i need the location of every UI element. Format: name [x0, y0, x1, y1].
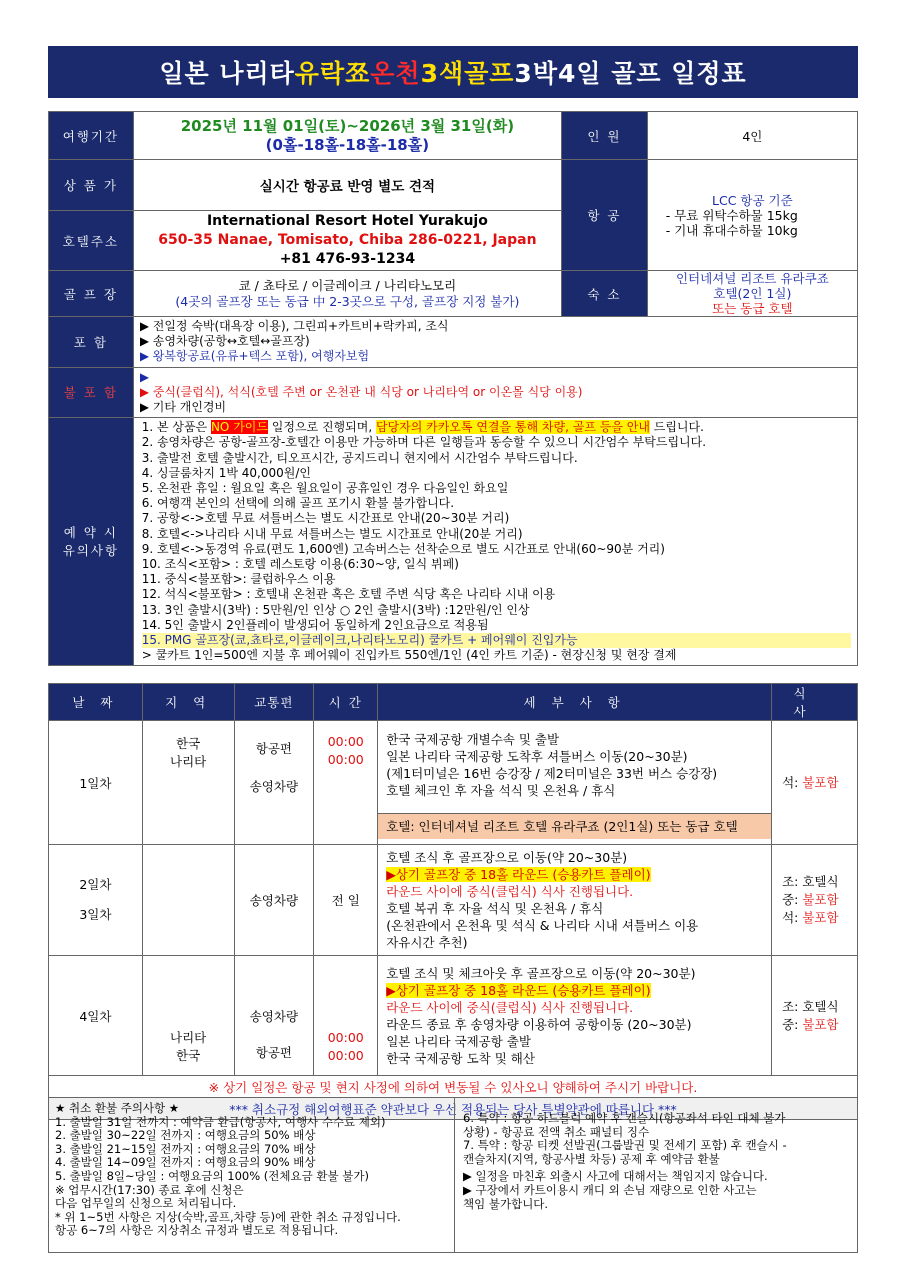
detail-line: [386, 866, 763, 883]
excluded-label: 불 포 함: [49, 367, 134, 418]
note-item: 4. 싱글룸차지 1박 40,000원/인: [141, 465, 311, 480]
hotel-name: International Resort Hotel Yurakujo: [206, 213, 488, 229]
note-text: 드립니다.: [649, 420, 704, 435]
note-highlight: 담당자의 카카오톡 연결을 통해 차량, 골프 등을 안내: [375, 420, 650, 435]
flight-line: LCC 항공 기준: [712, 192, 793, 208]
meal-label: 석:: [782, 774, 803, 790]
footer-line: 상황) - 항공료 전액 취소 패널티 징수: [463, 1125, 650, 1139]
golf-label: 골 프 장: [49, 271, 134, 317]
detail-line: 호텔 조식 및 체크아웃 후 골프장으로 이동(약 20~30분): [386, 965, 696, 981]
excluded-item: ▶ 기타 개인경비: [139, 400, 227, 415]
detail-line: (온천관에서 온천욕 및 석식 & 나리타 시내 셔틀버스 이용: [386, 918, 699, 933]
footer-line: 1. 출발일 31일 전까지 : 예약금 환급(항공사, 여행사 수수료 제외): [55, 1115, 386, 1129]
meal-value: 불포함: [802, 892, 839, 907]
note-item: 8. 호텔<->나리타 시내 무료 셔틀버스는 별도 시간표로 안내(20분 거리): [141, 526, 523, 541]
time-text: 00:00: [327, 1048, 364, 1063]
meal-line: 조: 호텔식: [782, 874, 839, 889]
note-item: > 쿨카트 1인=500엔 지불 후 페어웨이 진입카트 550엔/1인 (4인 카트 기준) - 현장신청 및 현장 결제: [141, 648, 677, 663]
date-text: 2일차: [79, 877, 112, 892]
footer-line: 5. 출발일 8일~당일 : 여행요금의 100% (전체요금 환불 불가): [55, 1169, 369, 1183]
day4-date: 4일차: [49, 956, 143, 1076]
date-text: 3일차: [79, 907, 112, 922]
excluded-list: [133, 367, 857, 418]
transport-text: 항공편: [255, 1045, 292, 1060]
detail-line: (제1터미널은 16번 승강장 / 제2터미널은 33번 버스 승강장): [386, 765, 718, 781]
day23-region: [142, 845, 234, 956]
flight-line: - 기내 휴대수하물 10kg: [665, 222, 798, 238]
period-holes: (0홀-18홀-18홀-18홀): [265, 135, 430, 154]
footer-line: 2. 출발일 30~22일 전까지 : 여행요금의 50% 배상: [55, 1129, 316, 1143]
footer-line: ★ 취소 환불 주의사항 ★: [55, 1102, 180, 1115]
stay-label: 숙 소: [562, 271, 648, 317]
note-highlight: NO 가이드: [210, 420, 268, 435]
transport-text: 송영차량: [249, 1009, 299, 1024]
detail-line: 일본 나리타 국제공항 출발: [386, 1033, 531, 1049]
note-item: 15. PMG 골프장(쿄,쵸타로,이글레이크,나리타노모리) 쿨카트 + 페어웨이 진입가능: [142, 633, 851, 648]
footer-line: 6. 특약 : 항공 하드블럭 예약 후 캔슬시(항공좌석 타인 대체 불가: [463, 1112, 786, 1125]
day1-date: 1일차: [49, 721, 143, 845]
note-item: 11. 중식<불포함>: 클럽하우스 이용: [141, 572, 336, 587]
schedule-row-day4: [49, 956, 858, 1076]
meal-label: 중:: [782, 1016, 803, 1032]
header-region: 지 역: [142, 684, 234, 721]
meal-line: 조: 호텔식: [782, 998, 839, 1014]
header-meal: 식 사: [772, 684, 858, 721]
stay-cell: [647, 271, 857, 317]
day23-time: 전 일: [314, 845, 378, 956]
cancel-policy-notice: *** 취소규정 해외여행표준 약관보다 우선 적용되는 당사 특별약관에 따릅니다 ***: [49, 1098, 858, 1120]
schedule-row-day1: [49, 721, 858, 845]
day1-details: [378, 721, 772, 845]
day23-meal: [772, 845, 858, 956]
day4-region: [142, 956, 234, 1076]
detail-line: 호텔 복귀 후 자율 석식 및 온천욕 / 휴식: [386, 901, 604, 916]
transport-text: 항공편: [255, 741, 292, 756]
note-item: 2. 송영차량은 공항-골프장-호텔간 이용만 가능하며 다른 일행들과 동승할 수 있으니 시간엄수 부탁드립니다.: [141, 435, 707, 450]
note-item: 14. 5인 출발시 2인플레이 발생되어 동일하게 2인요금으로 적용됨: [141, 617, 489, 632]
day1-times: [314, 721, 378, 845]
schedule-notice: ※ 상기 일정은 항공 및 현지 사정에 의하여 변동될 수 있사오니 양해하여 주시기 바랍니다.: [49, 1076, 858, 1098]
region-text: 나리타: [170, 1030, 207, 1045]
notes-list: [133, 418, 857, 666]
detail-line: 한국 국제공항 도착 및 해산: [386, 1050, 535, 1066]
day23-details: [378, 845, 772, 956]
title-part: 3박4일 골프 일정표: [514, 59, 747, 88]
title-part: 유락쬬: [294, 59, 371, 88]
footer-line: 3. 출발일 21~15일 전까지 : 여행요금의 70% 배상: [55, 1142, 316, 1156]
title-part: 일본 나리타: [159, 59, 295, 88]
hotel-phone: +81 476-93-1234: [279, 251, 416, 267]
detail-line: 호텔 조식 후 골프장으로 이동(약 20~30분): [386, 850, 628, 865]
day1-region: [142, 721, 234, 845]
meal-line: [782, 1016, 847, 1034]
region-text: 나리타: [170, 754, 207, 769]
note-item: 13. 3인 출발시(3박) : 5만원/인 인상 ○ 2인 출발시(3박) :12만원/인 인상: [141, 602, 530, 617]
hotel-address: 650-35 Nanae, Tomisato, Chiba 286-0221, Japan: [158, 232, 537, 248]
meal-value: 불포함: [802, 1016, 839, 1032]
time-text: 00:00: [327, 1030, 364, 1045]
footer-line: 캔슬차지(지역, 항공사별 차등) 공제 후 예약금 환불: [463, 1152, 720, 1166]
meal-value: 불포함: [802, 774, 839, 790]
footer-line: ▶ 구장에서 카트이용시 캐디 외 손님 재량으로 인한 사고는: [463, 1183, 757, 1197]
flight-line: - 무료 위탁수하물 15kg: [665, 207, 798, 223]
day4-times: [314, 956, 378, 1076]
note-item: 5. 온천관 휴일 : 월요일 혹은 월요일이 공휴일인 경우 다음일인 화요일: [141, 481, 509, 496]
transport-text: 송영차량: [249, 779, 299, 794]
stay-line: 호텔(2인 1실): [713, 286, 792, 301]
time-text: 00:00: [327, 752, 364, 767]
notes-label-line: 유의사항: [62, 542, 119, 558]
note-item: 9. 호텔<->동경역 유료(편도 1,600엔) 고속버스는 선착순으로 별도 시간표로 안내(60~90분 거리): [141, 541, 665, 556]
detail-highlight: ▶상기 골프장 중 18홀 라운드 (승용카트 플레이): [386, 867, 651, 882]
region-text: 한국: [176, 736, 201, 751]
people-label: 인 원: [562, 112, 648, 160]
schedule-table: [48, 683, 858, 1120]
detail-line: [386, 982, 763, 999]
hotel-label: 호텔주소: [49, 211, 134, 271]
hotel-cell: [133, 211, 561, 271]
cancellation-footer: [48, 1097, 858, 1253]
excluded-item: ▶: [139, 369, 149, 384]
note-item: 6. 여행객 본인의 선택에 의해 골프 포기시 환불 불가합니다.: [141, 496, 455, 511]
title-part: 온천: [370, 59, 421, 88]
note-text: 일정으로 진행되며,: [267, 420, 376, 435]
period-label: 여행기간: [49, 112, 134, 160]
note-text: 1. 본 상품은: [141, 420, 211, 435]
people-value: 4인: [647, 112, 857, 160]
flight-label: 항 공: [562, 160, 648, 271]
detail-line: 한국 국제공항 개별수속 및 출발: [386, 731, 560, 747]
meal-label: 중:: [782, 892, 803, 907]
golf-note: (4곳의 골프장 또는 동급 中 2-3곳으로 구성, 골프장 지정 불가): [175, 293, 520, 309]
detail-line: 라운드 사이에 중식(클럽식) 식사 진행됩니다.: [386, 999, 634, 1015]
period-cell: [133, 112, 561, 160]
price-label: 상 품 가: [49, 160, 134, 211]
time-text: 00:00: [327, 734, 364, 749]
header-details: 세 부 사 항: [378, 684, 772, 721]
detail-line: 일본 나리타 국제공항 도착후 셔틀버스 이동(20~30분): [386, 748, 688, 764]
detail-line: 라운드 사이에 중식(클럽식) 식사 진행됩니다.: [386, 884, 634, 899]
flight-cell: [647, 160, 857, 271]
detail-highlight: ▶상기 골프장 중 18홀 라운드 (승용카트 플레이): [386, 982, 651, 998]
footer-line: ▶ 일정을 마친후 외출시 사고에 대해서는 책임지지 않습니다.: [463, 1170, 768, 1184]
detail-line: 라운드 종료 후 송영차량 이용하여 공항이동 (20~30분): [386, 1016, 692, 1032]
detail-line: 자유시간 추천): [386, 935, 468, 950]
header-transport: 교통편: [234, 684, 314, 721]
footer-line: 항공 6~7의 사항은 지상취소 규정과 별도로 적용됩니다.: [55, 1224, 339, 1238]
included-label: 포 함: [49, 317, 134, 368]
day1-transport: [234, 721, 314, 845]
header-time: 시 간: [314, 684, 378, 721]
detail-line: 호텔 체크인 후 자율 석식 및 온천욕 / 휴식: [386, 782, 616, 798]
day23-transport: 송영차량: [234, 845, 314, 956]
info-table: [48, 111, 858, 666]
day4-meal: [772, 956, 858, 1076]
included-item: ▶ 왕복항공료(유류+텍스 포함), 여행자보험: [139, 349, 370, 364]
day23-date: [49, 845, 143, 956]
header-date: 날 짜: [49, 684, 143, 721]
region-text: 한국: [176, 1048, 201, 1063]
special-terms: [455, 1098, 857, 1252]
cancellation-rules: [49, 1098, 455, 1252]
price-value: 실시간 항공료 반영 별도 견적: [133, 160, 561, 211]
footer-line: * 위 1~5번 사항은 지상(숙박,골프,차량 등)에 관한 취소 규정입니다.: [55, 1210, 401, 1224]
included-item: ▶ 송영차량(공항↔호텔↔골프장): [139, 334, 310, 349]
meal-line: [782, 891, 847, 909]
meal-label: 석:: [782, 910, 803, 925]
hotel-info: 호텔: 인터네셔널 리조트 호텔 유라쿠죠 (2인1실) 또는 동급 호텔: [378, 813, 771, 839]
notes-label-line: 예 약 시: [63, 524, 118, 540]
golf-cell: [133, 271, 561, 317]
day1-meal: [772, 721, 858, 845]
footer-line: 4. 출발일 14~09일 전까지 : 여행요금의 90% 배상: [55, 1156, 316, 1170]
footer-line: 다음 업무일의 신청으로 처리됩니다.: [55, 1197, 237, 1211]
notes-label: [49, 418, 134, 666]
excluded-item: ▶ 중식(클럽식), 석식(호텔 주변 or 온천관 내 식당 or 나리타역 or 이온몰 식당 이용): [139, 384, 583, 399]
note-item: 3. 출발전 호텔 출발시간, 티오프시간, 공지드리니 현지에서 시간엄수 부탁드립니다.: [141, 450, 578, 465]
included-item: ▶ 전일정 숙박(대욕장 이용), 그린피+카트비+락카피, 조식: [139, 319, 449, 333]
note-item: 10. 조식<포함> : 호텔 레스토랑 이용(6:30~양, 일식 뷔페): [141, 557, 459, 572]
footer-line: 책임 불가합니다.: [463, 1197, 549, 1211]
meal-value: 불포함: [802, 910, 839, 925]
page-title: [48, 46, 858, 98]
footer-line: ※ 업무시간(17:30) 종료 후에 신청은: [55, 1183, 244, 1197]
note-item: [142, 420, 851, 435]
day4-details: [378, 956, 772, 1076]
note-item: 12. 석식<불포함> : 호텔내 온천관 혹은 호텔 주변 식당 혹은 나리타 시내 이용: [141, 587, 556, 602]
meal-line: [782, 909, 847, 927]
day4-transport: [234, 956, 314, 1076]
title-part: 3색골프: [420, 59, 515, 88]
period-dates: 2025년 11월 01일(토)~2026년 3월 31일(화): [180, 116, 515, 135]
stay-line: 또는 동급 호텔: [712, 301, 793, 316]
footer-line: 7. 특약 : 항공 티켓 선발권(그룹발권 및 전세기 포함) 후 캔슬시 -: [463, 1139, 787, 1153]
included-list: [133, 317, 857, 368]
stay-line: 인터네셔널 리조트 유라쿠죠: [675, 271, 829, 286]
note-item: 7. 공항<->호텔 무료 셔틀버스는 별도 시간표로 안내(20~30분 거리): [141, 511, 510, 526]
schedule-row-day23: [49, 845, 858, 956]
golf-courses: 쿄 / 쵸타로 / 이글레이크 / 나리타노모리: [238, 277, 457, 293]
